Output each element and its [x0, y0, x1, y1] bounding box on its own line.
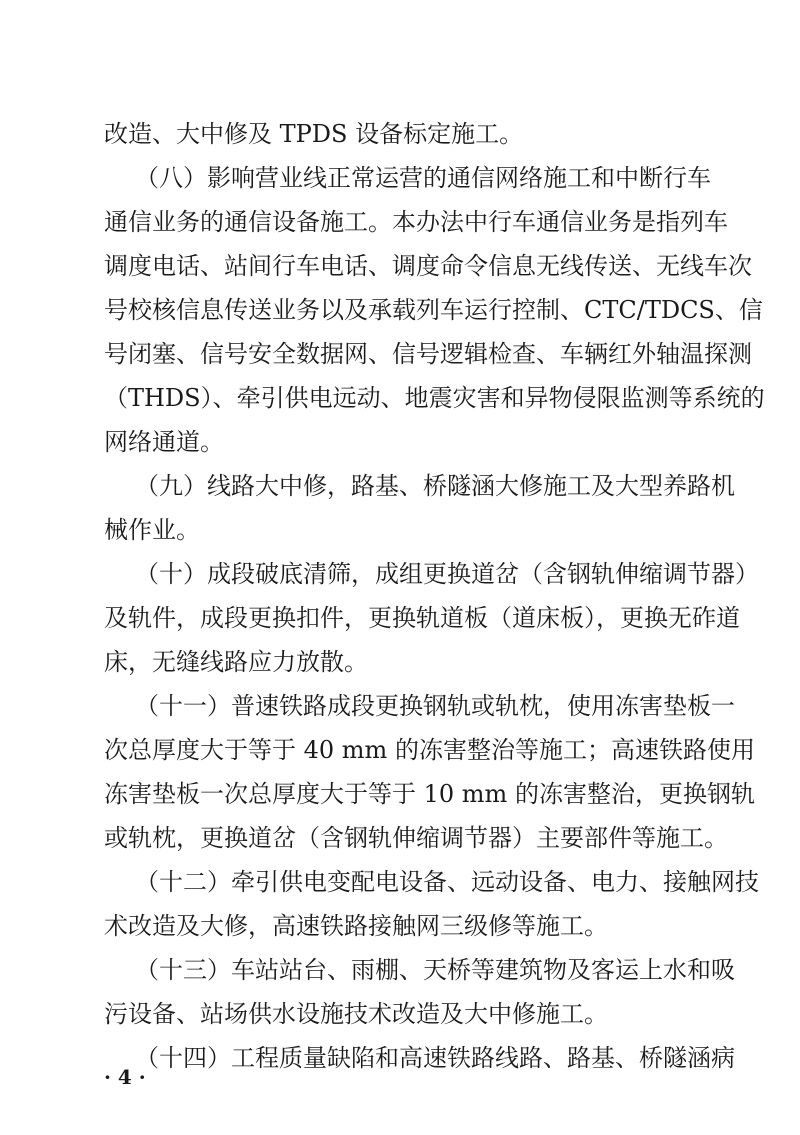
text-line: （十）成段破底清筛，成组更换道岔（含钢轨伸缩调节器） [135, 560, 759, 588]
text-line: 及轨件，成段更换扣件，更换轨道板（道床板），更换无砟道 [104, 604, 740, 632]
text-line: （十二）牵引供电变配电设备、远动设备、电力、接触网技 [135, 868, 759, 896]
text-line: 网络通道。 [104, 428, 224, 456]
text-line: 通信业务的通信设备施工。本办法中行车通信业务是指列车 [104, 208, 728, 236]
text-line: 污设备、站场供水设施技术改造及大中修施工。 [104, 1000, 608, 1028]
text-line: （十四）工程质量缺陷和高速铁路线路、路基、桥隧涵病 [135, 1044, 735, 1072]
text-line: 改造、大中修及 TPDS 设备标定施工。 [104, 120, 524, 148]
text-line: 械作业。 [104, 516, 200, 544]
text-line: 冻害垫板一次总厚度大于等于 10 mm 的冻害整治，更换钢轨 [104, 780, 755, 808]
text-line: 或轨枕，更换道岔（含钢轨伸缩调节器）主要部件等施工。 [104, 824, 728, 852]
text-line: 号校核信息传送业务以及承载列车运行控制、CTC/TDCS、信 [104, 296, 763, 324]
text-line: （八）影响营业线正常运营的通信网络施工和中断行车 [135, 164, 711, 192]
text-line: （十一）普速铁路成段更换钢轨或轨枕，使用冻害垫板一 [135, 692, 735, 720]
text-line: 床，无缝线路应力放散。 [104, 648, 368, 676]
text-line: （THDS）、牵引供电远动、地震灾害和异物侵限监测等系统的 [104, 384, 765, 412]
text-line: （十三）车站站台、雨棚、天桥等建筑物及客运上水和吸 [135, 956, 735, 984]
text-line: 调度电话、站间行车电话、调度命令信息无线传送、无线车次 [104, 252, 752, 280]
text-line: 术改造及大修，高速铁路接触网三级修等施工。 [104, 912, 608, 940]
text-line: （九）线路大中修，路基、桥隧涵大修施工及大型养路机 [135, 472, 735, 500]
page-number: · 4 · [104, 1065, 146, 1089]
text-line: 号闭塞、信号安全数据网、信号逻辑检查、车辆红外轴温探测 [104, 340, 752, 368]
text-line: 次总厚度大于等于 40 mm 的冻害整治等施工；高速铁路使用 [104, 736, 755, 764]
